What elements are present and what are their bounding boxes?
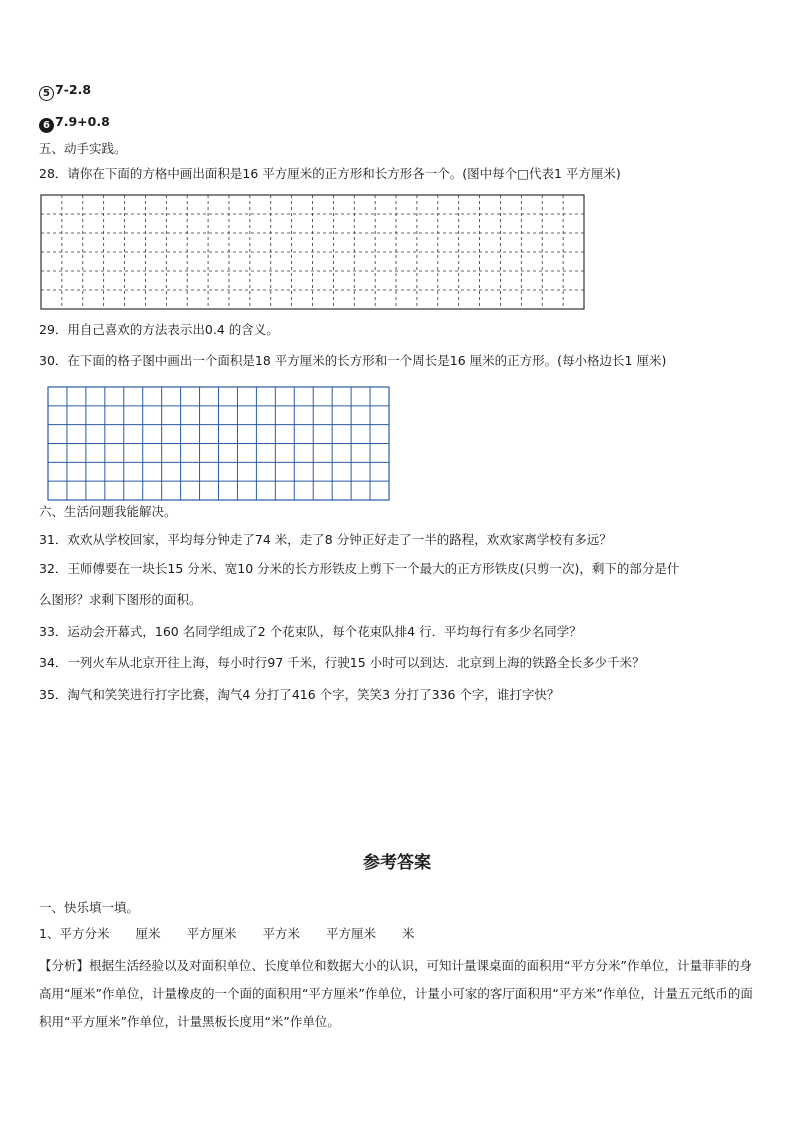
circled-number-5: 5 [39, 86, 54, 101]
question-29: 29．用自己喜欢的方法表示出0.4 的含义。 [39, 322, 279, 337]
answer-key-title: 参考答案 [363, 853, 431, 873]
answer-1-item: 厘米 [135, 926, 161, 941]
answer-1-prefix: 1、 [39, 926, 60, 941]
circled-number-6: 6 [39, 118, 54, 133]
section-6-heading: 六、生活问题我能解决。 [39, 504, 177, 519]
question-28: 28．请你在下面的方格中画出面积是16 平方厘米的正方形和长方形各一个。(图中每个□代表1 平方厘米) [39, 166, 621, 181]
answer-1-item: 平方米 [262, 926, 301, 941]
answer-1-item: 平方厘米 [186, 926, 237, 941]
question-30: 30．在下面的格子图中画出一个面积是18 平方厘米的长方形和一个周长是16 厘米的正方形。(每小格边长1 厘米) [39, 353, 667, 368]
question-34: 34．一列火车从北京开往上海，每小时行97 千米，行驶15 小时可以到达．北京到上海的铁路全长多少千米？ [39, 655, 645, 670]
answer-1-item: 平方分米 [59, 926, 110, 941]
question-32-line-2: 么图形？求剩下图形的面积。 [39, 592, 202, 607]
option-5 [39, 81, 91, 101]
answer-section-1-heading: 一、快乐填一填。 [39, 900, 140, 915]
question-32-line-1: 32．王师傅要在一块长15 分米、宽10 分米的长方形铁皮上剪下一个最大的正方形铁皮(只剪一次)，剩下的部分是什 [39, 561, 680, 576]
question-35: 35．淘气和笑笑进行打字比赛，淘气4 分打了416 个字，笑笑3 分打了336 个字，谁打字快？ [39, 687, 560, 702]
option-6-expression: 7.9+0.8 [55, 114, 110, 129]
answer-1 [39, 925, 441, 943]
dotted-square-grid [40, 194, 585, 310]
answer-1-analysis: 【分析】根据生活经验以及对面积单位、长度单位和数据大小的认识，可知计量课桌面的面积用“平方分米”作单位，计量菲菲的身高用“厘米”作单位，计量橡皮的一个面的面积用“平方厘米”作单位，计量小可家的客厅面积用“平方米”作单位，计量五元纸币的面积用“平方厘米”作单位，计量黑板长度用“米”作单位。 [39, 958, 753, 1029]
option-5-expression: 7-2.8 [55, 82, 92, 97]
answer-1-item: 米 [402, 926, 415, 941]
answer-1-item: 平方厘米 [326, 926, 377, 941]
option-6 [39, 113, 110, 133]
question-33: 33．运动会开幕式，160 名同学组成了2 个花束队，每个花束队排4 行．平均每行有多少名同学？ [39, 624, 582, 639]
question-31: 31．欢欢从学校回家，平均每分钟走了74 米，走了8 分钟正好走了一半的路程，欢欢家离学校有多远？ [39, 532, 612, 547]
section-5-heading: 五、动手实践。 [39, 141, 127, 156]
blue-square-grid [47, 386, 390, 501]
